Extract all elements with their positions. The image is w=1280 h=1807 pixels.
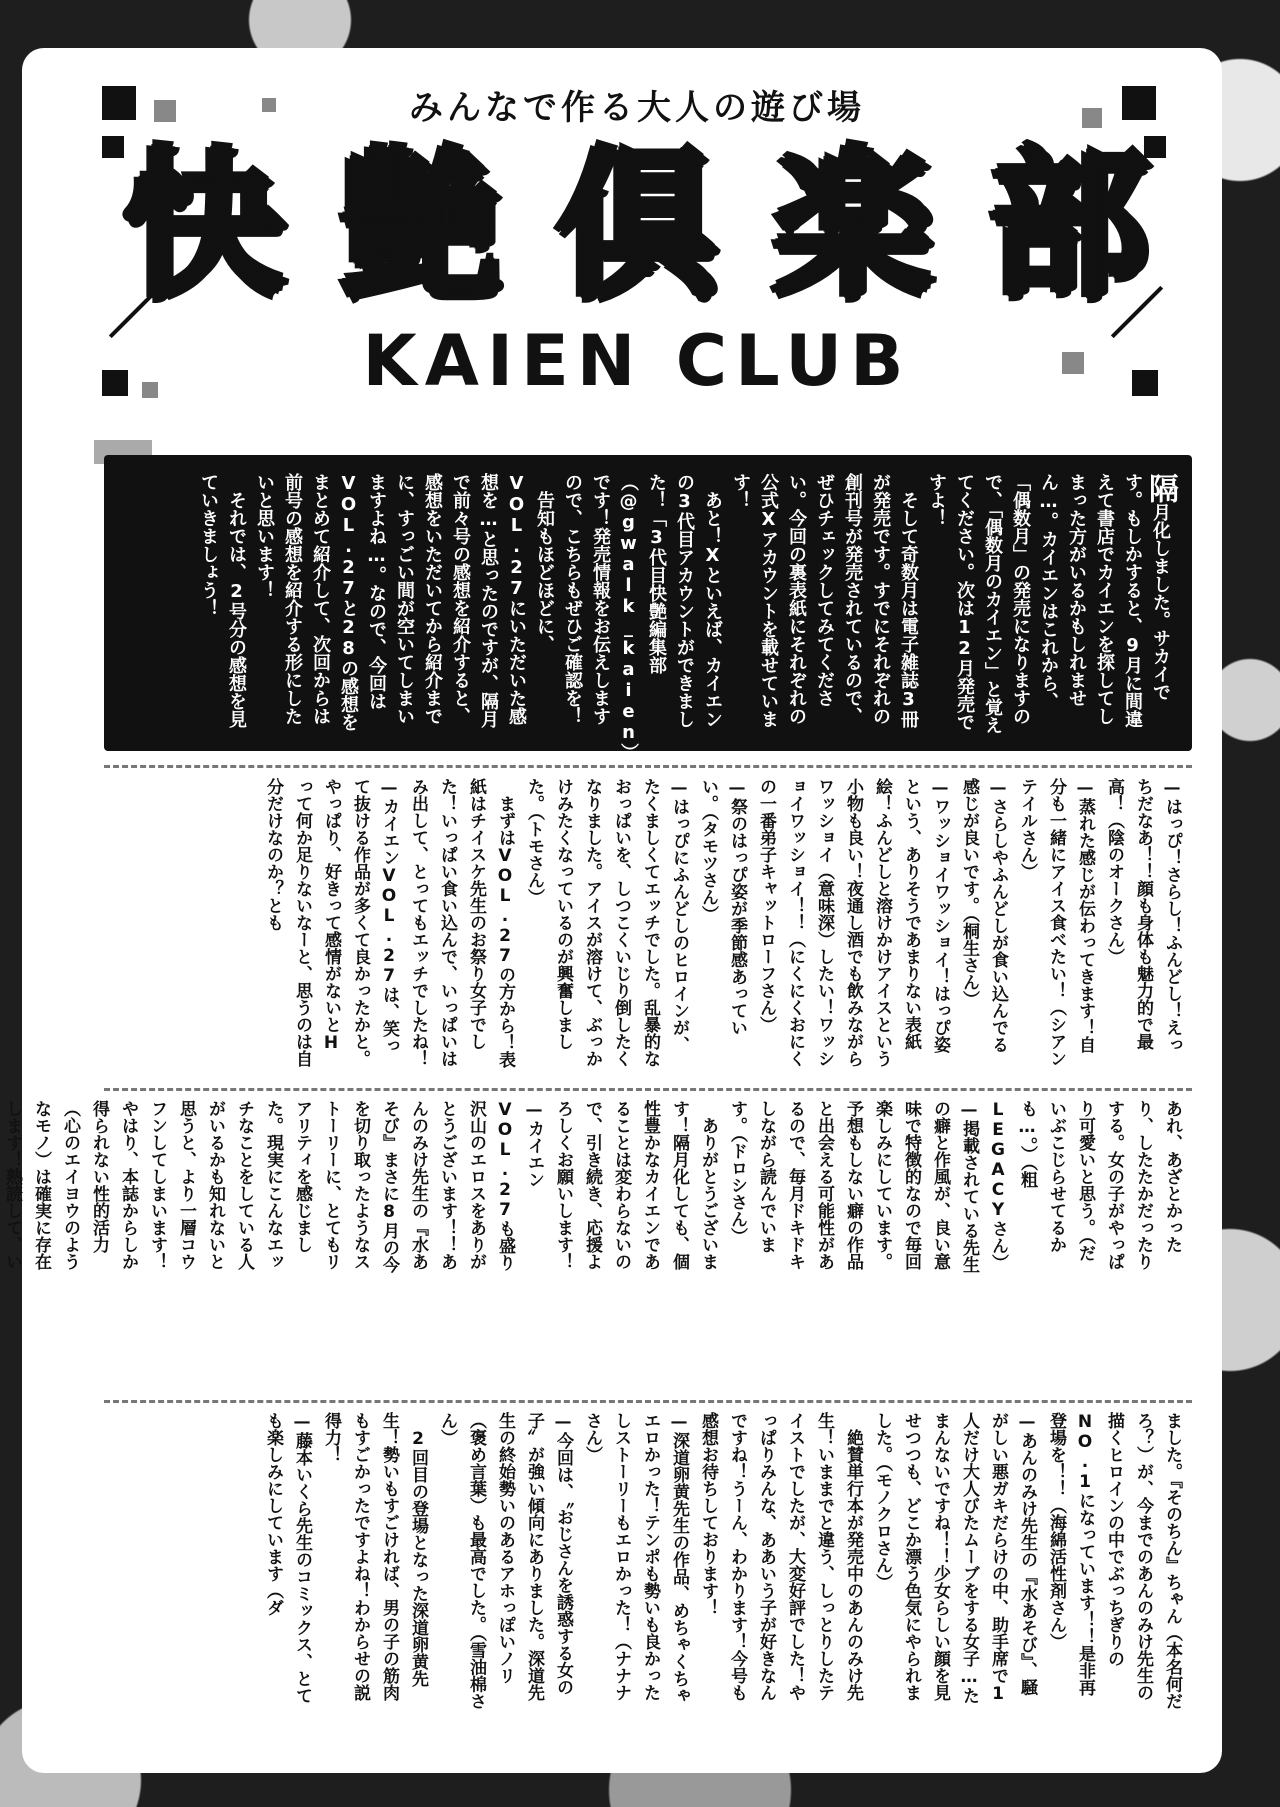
dashed-separator xyxy=(104,1088,1192,1091)
title-char: 快 xyxy=(124,133,285,320)
dashed-separator xyxy=(104,1400,1192,1403)
header-tagline: みんなで作る大人の遊び場 xyxy=(409,88,865,128)
reader-comments-row-2 xyxy=(2,1100,1192,1275)
intro-first-char: 隔 xyxy=(1143,473,1178,503)
comment-text: —はっぴ！さらし！ふんどし！えっちだなあ！！顔も身体も魅力的で最高！（陰のオークさん） —蒸れた感じが伝わってきます！自分も一緒にアイス食べたい！（シアンテイルさん） —さらしやふんどしが食い込んでる感じが良いです。（桐生さん） —ワッショイワッショイ！はっぴ姿という、ありそうであまりない表紙絵！ふんどしと溶けかけアイスという小物も良い！夜通し酒でも飲みながらワッショイ（意味深）したい！ワッショイワッショイ！！（にくにくおにくの一番弟子キャットローフさん） —祭のはっぴ姿が季節感あっていい。（タモツさん） —はっぴにふんどしのヒロインが、たくましくてエッチでした。乱暴的なおっぱいを、しつこくいじり倒したくなりました。アイスが溶けて、ぶっかけみたくなっているのが興奮しました。（トモさん） まずはVOL.27の方から！表紙はチイスケ先生のお祭り女子でした！いっぱい食い込んで、いっぱいはみ出して、とってもエッチでしたね！ —カイエンVOL.27は、笑って抜ける作品が多くて良かったかと。やっぱり、好きって感情がないとHって何か足りないなーと、思うのは自分だけなのか？とも xyxy=(263,778,1182,1068)
title-char: 楽 xyxy=(773,133,934,320)
comment-text: ました。『そのちん』ちゃん（本名何だろ？）が、今までのあんのみけ先生の描くヒロインの中でぶっちぎりのNO.1になっています！！是非再登場を！！（海綿活性剤さん） —あんのみけ先生の『水あそび』、騒がしい悪ガキだらけの中、助手席で1人だけ大人びたムーブをする女子…たまんないですね！！少女らしい顔を見せつつも、どこか漂う色気にやられました。（モノクロさん） 絶賛単行本が発売中のあんのみけ先生！いままでと違う、しっとりしたテイストでしたが、大変好評でした！やっぱりみんな、ああいう子が好きなんですね！うーん、わかります！今号も感想お待ちしております！ —深道卵黄先生の作品、めちゃくちゃエロかった！テンポも勢いも良かったしストーリーもエロかった！（ナナナさん） —今回は、〝おじさんを誘惑する女の子〟が強い傾向にありました。深道先生の終始勢いのあるアホっぽいノリ（褒め言葉）も最高でした。（雪油棉さん） 2回目の登場となった深道卵黄先生！勢いもすごければ、男の子の筋肉もすごかったですよね！わからせの説得力！ —藤本いくら先生のコミックス、とても楽しみにしています（ダ xyxy=(263,1412,1182,1710)
pixel-deco xyxy=(102,136,124,158)
intro-body: 月化しました。サカイです。もしかすると、9月に間違えて書店でカイエンを探してしまった方がいるかもしれません…。カイエンはこれから、「偶数月」の発売になりますので、「偶数月のカイエン」と覚えてください。次は12月発売ですよ！ そして奇数月は電子雑誌3冊が発売です。すでにそれぞれの創刊号が発売されているので、ぜひチェックしてみてください。今回の裏表紙にそれぞれの公式Xアカウントを載せています！ あと！Xといえば、カイエンの3代目アカウントができました！「3代目快艶編集部（@gwalk_kaien）」です！発売情報をお伝えしますので、こちらもぜひご確認を！ 告知もほどほどに、VOL.27にいただいた感想を…と思ったのですが、隔月で前々号の感想を紹介すると、感想をいただいてから紹介までに、すっごい間が空いてしまいますよね…。なので、今回はVOL.27と28の感想をまとめて紹介して、次回からは前号の感想を紹介する形にしたいと思います！ それでは、2号分の感想を見ていきましょう！ xyxy=(198,473,1171,770)
comment-text: あれ、あざとかったり、したたかだったりする。女の子がやっぱり可愛いと思う。（だいぶこじらせてるかも…。）（粗LEGACYさん） —掲載されている先生の癖と作風が、良い意味で特徴的なので毎回楽しみにしています。予想もしない癖の作品と出会える可能性があるので、毎月ドキドキしながら読んでいます。（ドロシさん） ありがとうございます！隔月化しても、個性豊かなカイエンであることは変わらないので、引き続き、応援よろしくお願いします！ —カイエンVOL.27も盛り沢山のエロスをありがとうございます！！あんのみけ先生の『水あそび』まさに8月の今を切り取ったようなストーリーに、とてもリアリティを感じました。現実にこんなエッチなことをしている人がいるかも知れないと思うと、より一層コウフンしてしまいます！やはり、本誌からしか得られない性的活力（心のエイヨウのようなモノ）は確実に存在します！熟読して、い xyxy=(2,1100,1182,1273)
title-char: 倶 xyxy=(556,133,717,320)
reader-comments-row-3 xyxy=(104,1412,1192,1712)
kaien-club-header xyxy=(82,70,1192,420)
title-english: KAIEN CLUB xyxy=(362,320,912,402)
title-char: 部 xyxy=(989,133,1150,320)
dashed-separator xyxy=(104,765,1192,768)
title-japanese xyxy=(122,132,1152,322)
intro-box xyxy=(104,455,1192,770)
title-char: 艶 xyxy=(340,133,501,320)
intro-text xyxy=(194,473,1178,770)
reader-comments-row-1 xyxy=(104,778,1192,1068)
